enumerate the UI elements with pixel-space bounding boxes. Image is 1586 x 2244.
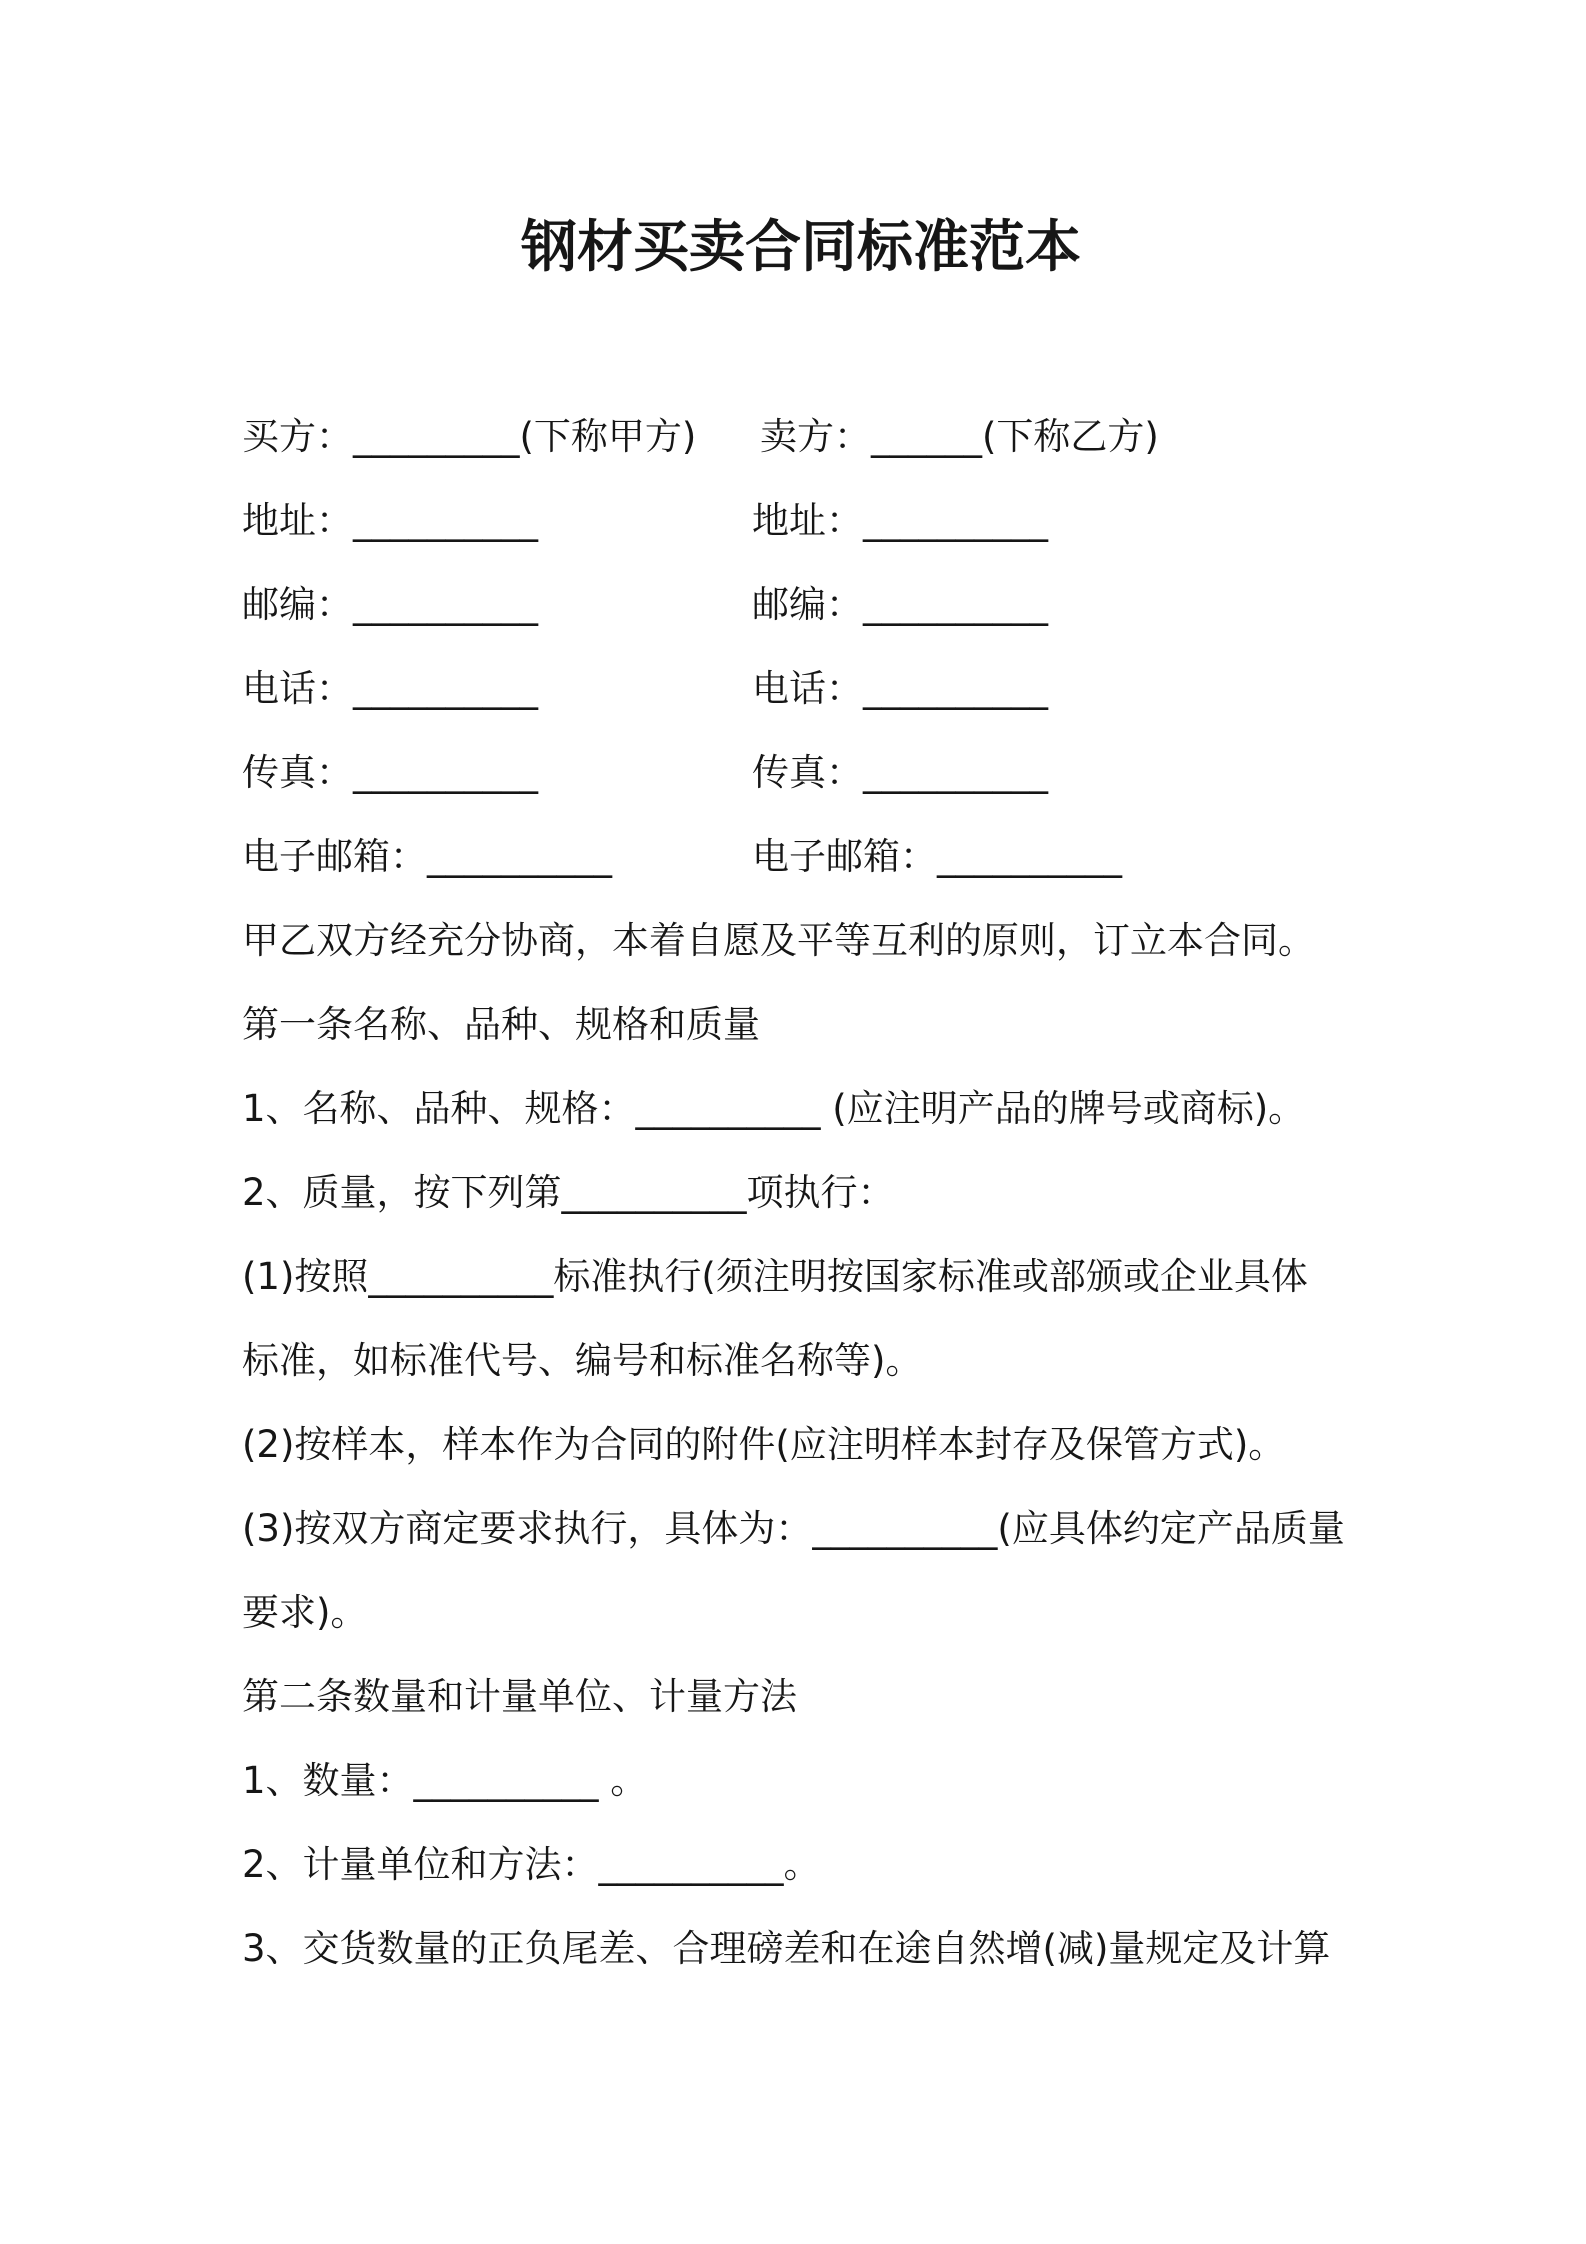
buyer-postcode-field: 邮编：__________: [242, 583, 538, 626]
article-2-item-1: 1、数量：__________ 。: [242, 1759, 648, 1802]
quality-option-3-line-2: 要求)。: [242, 1591, 368, 1634]
seller-address-field: 地址：__________: [752, 499, 1048, 542]
article-2-item-3: 3、交货数量的正负尾差、合理磅差和在途自然增(减)量规定及计算: [242, 1927, 1331, 1970]
party-fax-row: [242, 731, 1442, 815]
party-email-row: [242, 815, 1442, 899]
quality-option-1-line-1: (1)按照__________标准执行(须注明按国家标准或部颁或企业具体: [242, 1255, 1308, 1298]
seller-postcode-field: 邮编：__________: [752, 583, 1048, 626]
quality-option-3-line-1: (3)按双方商定要求执行，具体为：__________(应具体约定产品质量: [242, 1507, 1345, 1550]
buyer-phone-field: 电话：__________: [242, 667, 538, 710]
document-content: [242, 395, 1442, 1991]
article-1-item-2: 2、质量，按下列第__________项执行：: [242, 1171, 895, 1214]
article-1-item-1: 1、名称、品种、规格：__________ (应注明产品的牌号或商标)。: [242, 1087, 1306, 1130]
document-title: 钢材买卖合同标准范本: [521, 215, 1081, 280]
article-1-heading: 第一条名称、品种、规格和质量: [242, 1003, 760, 1046]
quality-option-1-line-2: 标准，如标准代号、编号和标准名称等)。: [242, 1339, 923, 1382]
buyer-email-field: 电子邮箱：__________: [242, 835, 612, 878]
intro-paragraph: 甲乙双方经充分协商，本着自愿及平等互利的原则，订立本合同。: [242, 919, 1315, 962]
seller-field: 卖方：______(下称乙方): [760, 415, 1159, 458]
seller-phone-field: 电话：__________: [752, 667, 1048, 710]
buyer-address-field: 地址：__________: [242, 499, 538, 542]
quality-option-2: (2)按样本，样本作为合同的附件(应注明样本封存及保管方式)。: [242, 1423, 1286, 1466]
seller-email-field: 电子邮箱：__________: [752, 835, 1122, 878]
buyer-fax-field: 传真：__________: [242, 751, 538, 794]
party-postcode-row: [242, 563, 1442, 647]
party-phone-row: [242, 647, 1442, 731]
article-2-item-2: 2、计量单位和方法：__________。: [242, 1843, 821, 1886]
party-address-row: [242, 479, 1442, 563]
party-name-row: [242, 395, 1442, 479]
buyer-field: 买方：_________(下称甲方): [242, 415, 697, 458]
article-2-heading: 第二条数量和计量单位、计量方法: [242, 1675, 797, 1718]
seller-fax-field: 传真：__________: [752, 751, 1048, 794]
